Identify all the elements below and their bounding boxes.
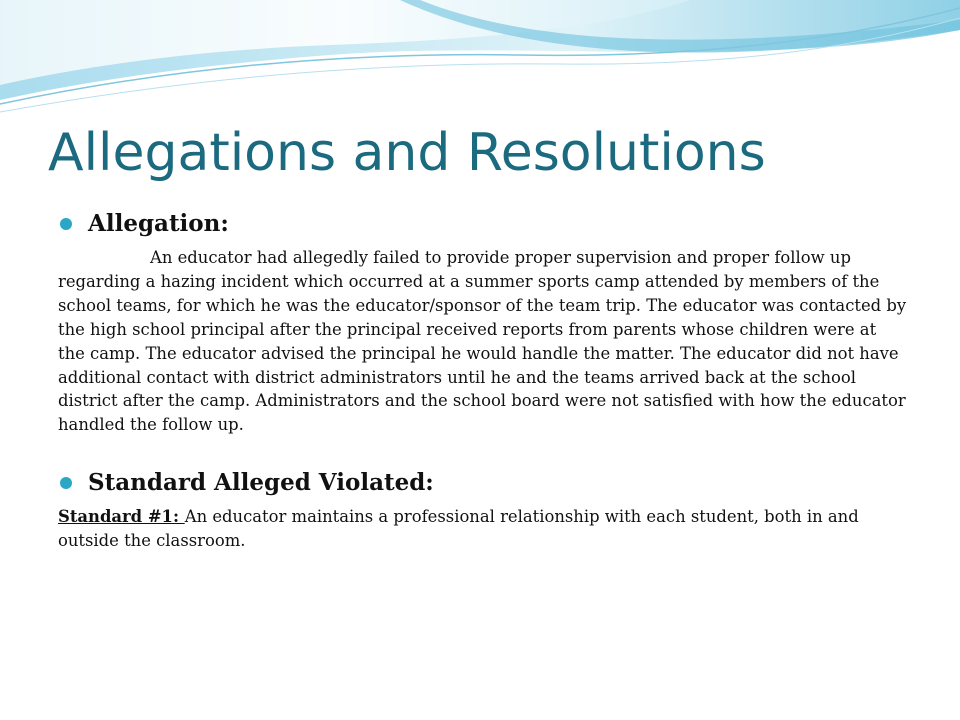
standard-heading bbox=[58, 463, 908, 503]
bullet-icon bbox=[60, 218, 72, 230]
allegation-heading-text: Allegation: bbox=[88, 210, 229, 237]
allegation-body: An educator had allegedly failed to provide proper supervision and proper follow up regarding a hazing incident which occurred at a summer sports camp attended by members of the school teams, for which he was the educator/sponsor of the team trip. The educator was contacted by the high school principal after the principal received reports from parents whose children were at the camp. The educator advised the principal he would handle the matter. The educator did not have additional contact with district administrators until he and the teams arrived back at the school district after the camp. Administrators and the school board were not satisfied with how the educator handled the follow up. bbox=[58, 248, 907, 435]
standard-body bbox=[58, 505, 908, 553]
slide-content bbox=[58, 204, 908, 553]
standard-heading-text: Standard Alleged Violated: bbox=[88, 469, 434, 497]
standard-section bbox=[58, 463, 908, 553]
page-title: Allegations and Resolutions bbox=[48, 123, 766, 183]
bullet-icon bbox=[60, 477, 72, 489]
allegation-heading bbox=[58, 204, 908, 244]
allegation-section bbox=[58, 204, 908, 437]
standard-description: An educator maintains a professional relationship with each student, both in and outside the classroom. bbox=[58, 507, 859, 551]
standard-label: Standard #1: bbox=[58, 507, 185, 527]
decorative-wave-header bbox=[0, 0, 960, 130]
